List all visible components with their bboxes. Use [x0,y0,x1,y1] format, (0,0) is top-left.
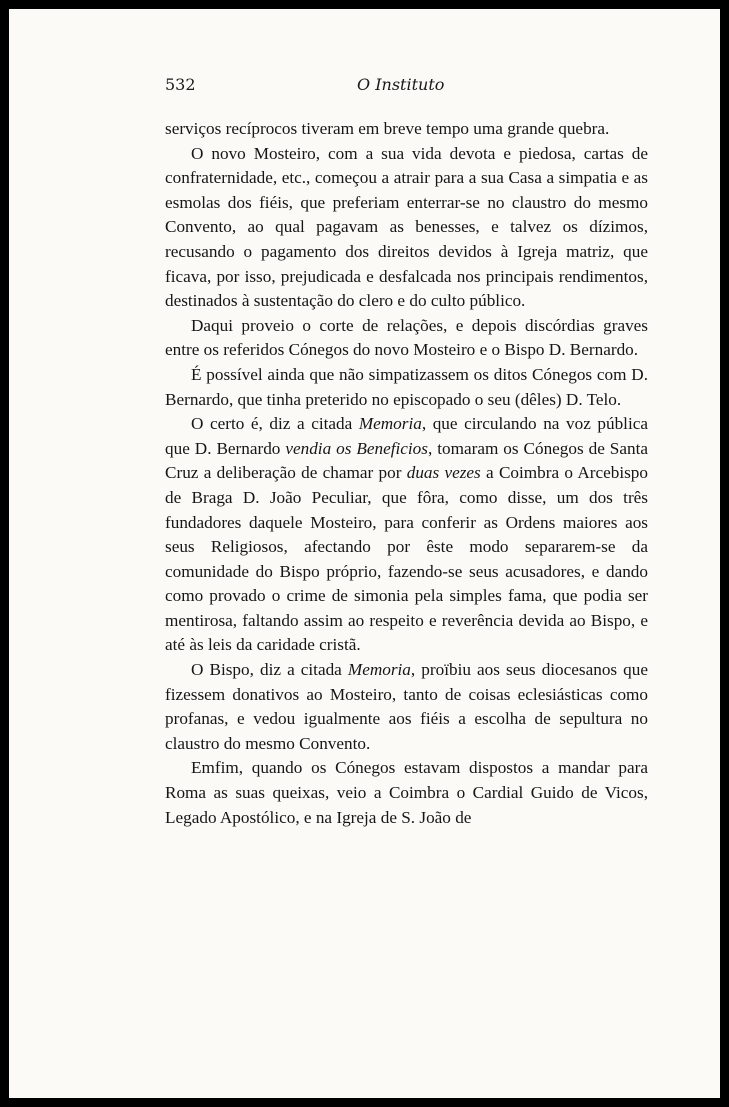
text-segment: , proïbiu aos seus diocesanos que fizessem donativos ao Mosteiro, tanto de coisas eclesiásticas como profanas, e vedou igualmente aos fiéis a escolha de sepultura no claustro do mesmo Convento. [165,660,648,753]
text-segment: , tomaram os Cónegos de Santa Cruz a deliberação de chamar por [165,438,648,483]
paragraph [165,142,648,314]
text-segment: Emfim, quando os Cónegos estavam dispostos a mandar para Roma as suas queixas, veio a Coimbra o Cardial Guido de Vicos, Legado Apostólico, e na Igreja de S. João de [165,758,648,827]
text-segment: É possível ainda que não simpatizassem os ditos Cónegos com D. Bernardo, que tinha preterido no episcopado o seu (dêles) D. Telo. [165,364,648,409]
text-segment: Daqui proveio o corte de relações, e depois discórdias graves entre os referidos Cónegos do novo Mosteiro e o Bispo D. Bernardo. [165,315,648,360]
paragraph [165,314,648,363]
text-segment: O Bispo, diz a citada [191,660,348,680]
text-segment: , que circulando na voz pública que D. Bernardo [165,414,648,458]
italic-phrase: duas vezes [406,463,481,483]
body-text [165,117,648,830]
text-segment: a Coimbra o Arcebispo de Braga D. João Peculiar, que fôra, como disse, um dos três fundadores daquele Mosteiro, para conferir as Ordens maiores aos seus Religiosos, afectando por êste modo separarem-se da comunidade do Bispo próprio, fazendo-se seus acusadores, e dando como provado o crime de simonia pela simples fama, que podia ser mentirosa, faltando assim ao respeito e reverência devida ao Bispo, e até às leis da caridade cristã. [165,463,648,655]
paragraph [165,363,648,412]
text-segment: serviços recíprocos tiveram em breve tempo uma grande quebra. [165,119,610,138]
paragraph [165,756,648,830]
italic-title: Memoria [347,660,411,680]
page-number: 532 [165,75,196,94]
paragraph [165,117,648,142]
paragraph [165,658,648,756]
running-title: O Instituto [357,75,445,94]
text-segment: O novo Mosteiro, com a sua vida devota e piedosa, cartas de confraternidade, etc., começou a atrair para a sua Casa a simpatia e as esmolas dos fiéis, que preferiam enterrar-se no claustro do mesmo Convento, ao qual pagavam as benesses, e talvez os dízimos, recusando o pagamento dos direitos devidos à Igreja matriz, que ficava, por isso, prejudicada e desfalcada nos principais rendimentos, destinados à sustentação do clero e do culto público. [165,143,648,311]
book-page [9,9,720,1098]
italic-phrase: vendia os Beneficios [285,438,428,458]
page-header [165,71,648,101]
paragraph [165,412,648,658]
text-segment: O certo é, diz a citada [191,414,359,434]
italic-title: Memoria [358,414,422,434]
